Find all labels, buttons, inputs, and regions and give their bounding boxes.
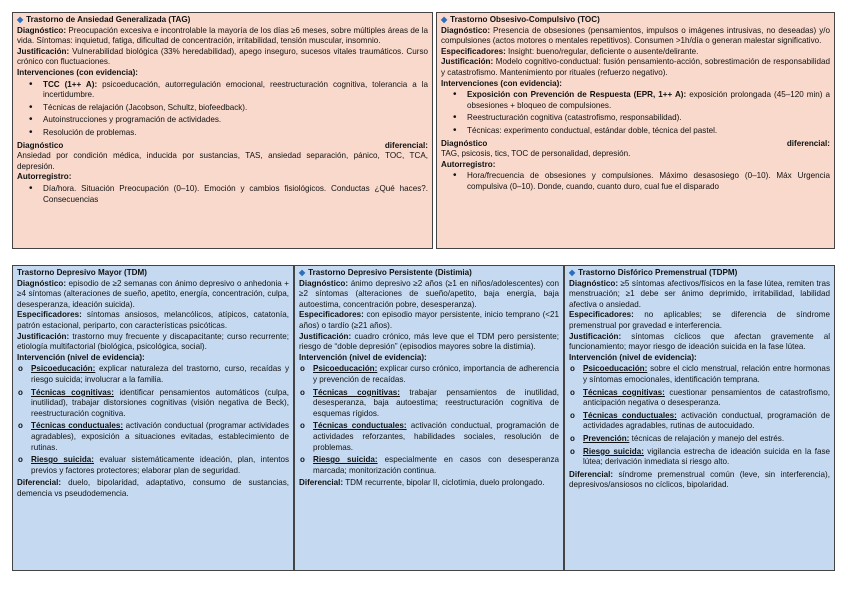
tdp-justification-label: Justificación: [299,331,352,341]
list-item-label: Psicoeducación: [313,364,378,374]
tdm-specifiers [17,310,289,331]
list-item-text: psicoeducación, autorregulación emocional, reestructuración cognitiva, tolerancia a la incertidumbre. [43,79,428,100]
list-item-text: técnicas de relajación y manejo del estrés. [631,433,785,443]
list-item-text: Hora/frecuencia de obsesiones y compulsiones. Máximo desasosiego (0–10). Máx Urgencia compulsiva (0–10). Donde, cuando, cuanto duro, cual fue el disparado [467,171,830,191]
list-item [299,364,559,385]
tdp-title-text: Trastorno Depresivo Persistente (Distimia) [308,268,472,277]
list-item-label: Técnicas conductuales: [313,421,407,431]
list-item [441,113,830,124]
tag-autoregistro-list [17,184,428,205]
list-item-text: identificar pensamientos automáticos (culpa, inutilidad), trabajar distorsiones cognitivas (visión negativa de Beck), reestructuración cognitiva. [31,387,289,418]
tdpm-justification-label: Justificación: [569,331,622,341]
tag-interventions-list [17,80,428,139]
tdm-title: Trastorno Depresivo Mayor (TDM) [17,268,147,277]
tdp-specifiers-text: con episodio mayor persistente, inicio temprano (<21 años) o tardío (≥21 años). [299,310,559,330]
tdp-card [294,265,564,571]
list-item-text: sobre el ciclo menstrual, relación entre hormonas y síntomas emocionales, identificación temprana. [583,364,830,384]
tdpm-diagnosis-text: ≥5 síntomas afectivos/físicos en la fase lútea, remiten tras menstruación; ≥1 debe ser ánimo deprimido, irritabilidad, labilidad afectiva o ansiedad. [569,278,830,309]
tdpm-title [569,268,830,279]
list-item [17,184,428,205]
toc-autoregistro-list [441,171,830,192]
toc-differential-heading [441,139,830,150]
toc-interventions-label: Intervenciones (con evidencia): [441,78,562,88]
list-item-text: Día/hora. Situación Preocupación (0–10). Emoción y cambios fisiológicos. Conductas ¿Qué haces?. Consecuencias [43,183,428,204]
list-item-text: activación conductual, programación de actividades agradables, rutinas de autocuidado. [583,410,831,431]
list-item-label: TCC (1++ A): [43,79,98,89]
list-item-label: Riesgo suicida: [31,455,95,465]
list-item [299,388,559,420]
tdp-differential-text: TDM recurrente, bipolar II, ciclotimia, duelo prolongado. [345,478,545,488]
diamond-bullet-icon: ◆ [17,15,24,24]
toc-dd-left: Diagnóstico [441,138,488,148]
tag-title-text: Trastorno de Ansiedad Generalizada (TAG) [26,15,191,24]
tdm-justification [17,332,289,353]
toc-differential-text: TAG, psicosis, tics, TOC de personalidad, depresión. [441,149,631,159]
tdm-card [12,265,294,571]
toc-specifiers-label: Especificadores: [441,46,506,56]
diamond-bullet-icon: ◆ [441,15,448,24]
tdp-title [299,268,559,279]
list-item [441,90,830,111]
tdp-diagnosis-label: Diagnóstico: [299,278,349,288]
tdp-interventions-list [299,364,559,476]
toc-justification [441,57,830,78]
list-item-text: explicar naturaleza del trastorno, curso, recaídas y riesgo suicida; involucrar a la familia. [31,364,289,384]
toc-justification-text: Modelo cognitivo-conductual: fusión pensamiento-acción, sobrestimación de responsabilidad y catastrofismo. Mantenimiento por rituales (refuerzo negativo). [441,57,830,77]
list-item [441,126,830,137]
list-item-text: explicar curso crónico, importancia de adherencia y prevención de recaídas. [313,364,560,384]
toc-diagnosis-label: Diagnóstico: [441,25,491,35]
toc-diagnosis [441,26,830,47]
list-item [17,80,428,101]
tag-differential-text: Ansiedad por condición médica, inducida por sustancias, TAS, ansiedad separación, pánico, TOC, TCA, depresión. [17,151,428,171]
tdpm-card [564,265,835,571]
tag-autoregistro-label: Autorregistro: [17,172,72,182]
list-item-label: Prevención: [583,433,630,443]
list-item [17,364,289,385]
tdp-differential [299,478,559,489]
tdm-justification-text: trastorno muy frecuente y discapacitante; curso recurrente; etiología multifactorial (biológica, psicológica, social). [17,331,290,352]
list-item-label: Técnicas cognitivas: [313,387,400,397]
toc-specifiers [441,47,830,58]
tdm-specifiers-label: Especificadores: [17,310,82,320]
tdm-differential-label: Diferencial: [17,478,62,488]
tdm-specifiers-text: síntomas ansiosos, melancólicos, atípicos, catatonía, patrón estacional, periparto, con características psicóticas. [17,310,289,330]
list-item-text: Reestructuración cognitiva (catastrofismo, responsabilidad). [467,113,682,123]
tdp-specifiers [299,310,559,331]
tdpm-differential-text: síndrome premenstrual común (leve, sin interferencia), depresivos/ansiosos no cíclicos, bipolaridad. [569,469,830,490]
list-item-text: cuestionar pensamientos de catastrofismo, anticipación negativa o desesperanza. [583,387,830,408]
tag-card [12,12,433,249]
list-item-text: vigilancia estrecha de ideación suicida en la fase lútea; derivación inmediata si riesgo alto. [583,446,830,467]
toc-title [441,15,830,26]
toc-justification-label: Justificación: [441,57,494,67]
tdpm-title-text: Trastorno Disfórico Premenstrual (TDPM) [578,268,738,277]
list-item-label: Técnicas cognitivas: [31,387,114,397]
tdm-interventions-label: Intervención (nivel de evidencia): [17,352,145,362]
diamond-bullet-icon: ◆ [569,268,576,277]
tdpm-interventions-list [569,364,830,467]
list-item-text: Autoinstrucciones y programación de actividades. [43,115,222,125]
tag-title [17,15,428,26]
tag-justification-text: Vulnerabilidad biológica (33% heredabilidad), apego inseguro, sucesos vitales traumáticos. Curso crónico con fluctuaciones. [17,46,428,67]
list-item [17,455,289,476]
tag-differential-heading [17,141,428,152]
list-item-text: Técnicas: experimento conductual, estándar doble, técnica del pastel. [467,125,718,135]
tdpm-diagnosis-label: Diagnóstico: [569,278,619,288]
list-item [569,447,830,468]
list-item [17,115,428,126]
tdpm-differential [569,470,830,491]
list-item [299,421,559,453]
list-item-text: evaluar sistemáticamente ideación, plan, intentos previos y factores protectores; elaborar plan de seguridad. [31,455,289,475]
tag-justification-label: Justificación: [17,46,70,56]
tdm-differential [17,478,289,499]
tdm-diagnosis-label: Diagnóstico: [17,278,67,288]
toc-diagnosis-text: Presencia de obsesiones (pensamientos, impulsos o imágenes intrusivas, no deseadas) y/o compulsiones (actos motores o mentales repetitivos). Consumen >1h/día o generan malestar significativo. [441,25,830,46]
list-item [569,388,830,409]
list-item-text: especialmente en casos con desesperanza marcada; monitorización continua. [313,455,559,475]
list-item-label: Riesgo suicida: [313,455,378,465]
tdpm-justification [569,332,830,353]
tdpm-interventions-label: Intervención (nivel de evidencia): [569,352,697,362]
list-item [17,388,289,420]
tdm-interventions-list [17,364,289,476]
tag-diagnosis-text: Preocupación excesiva e incontrolable la mayoría de los días ≥6 meses, sobre múltiples áreas de la vida. Síntomas: inquietud, fatiga, dificultad de concentración, irritabilidad, tensión muscular, insomnio. [17,25,428,46]
toc-card [436,12,835,249]
tdpm-specifiers [569,310,830,331]
tdp-diagnosis-text: ánimo depresivo ≥2 años (≥1 en niños/adolescentes) con ≥2 síntomas (alteraciones de sueño/apetito, baja energía, baja autoestima, concentración pobre, desesperanza). [299,278,560,309]
tag-diagnosis [17,26,428,47]
tag-diagnosis-label: Diagnóstico: [17,25,67,35]
list-item-text: activación conductual (programar actividades agradables), exposición a situaciones evitadas, establecimiento de rutinas. [31,421,289,452]
toc-interventions-list [441,90,830,136]
tdm-differential-text: duelo, bipolaridad, adaptativo, consumo de sustancias, demencia vs pseudodemencia. [17,478,290,498]
tag-dd-right: diferencial: [384,140,428,150]
tdp-differential-label: Diferencial: [299,478,344,488]
toc-title-text: Trastorno Obsesivo-Compulsivo (TOC) [450,15,600,24]
list-item-label: Técnicas conductuales: [31,421,124,431]
list-item [299,455,559,476]
tag-interventions-label: Intervenciones (con evidencia): [17,67,138,77]
diamond-bullet-icon: ◆ [299,268,306,277]
list-item-text: trabajar pensamientos de inutilidad, desesperanza, baja autoestima; reestructuración cognitiva de esquemas rígidos. [313,387,560,418]
list-item-text: Resolución de problemas. [43,127,137,137]
list-item-label: Técnicas cognitivas: [583,387,665,397]
list-item [569,434,830,445]
tdm-justification-label: Justificación: [17,331,70,341]
tdpm-justification-text: síntomas cíclicos que afectan gravemente al funcionamiento; mayor riesgo de ideación suicida en la fase lútea. [569,331,830,352]
tdp-diagnosis [299,279,559,311]
list-item-label: Psicoeducación: [583,364,648,374]
list-item [17,421,289,453]
tdpm-specifiers-label: Especificadores: [569,310,634,320]
toc-specifiers-text: Insight: bueno/regular, deficiente o ausente/delirante. [508,46,699,56]
list-item-label: Exposición con Prevención de Respuesta (EPR, 1++ A): [467,90,687,100]
tdp-interventions-label: Intervención (nivel de evidencia): [299,352,427,362]
toc-autoregistro-label: Autorregistro: [441,159,496,169]
tdpm-diagnosis [569,279,830,311]
list-item-text: exposición prolongada (45–120 min) a obsesiones + bloqueo de compulsiones. [467,90,831,110]
list-item-text: activación conductual, programación de actividades reforzantes, habilidades sociales, resolución de problemas. [313,421,560,452]
tdp-specifiers-label: Especificadores: [299,310,364,320]
list-item-label: Técnicas conductuales: [583,410,677,420]
list-item [17,128,428,139]
tdpm-differential-label: Diferencial: [569,469,614,479]
toc-dd-right: diferencial: [786,138,830,148]
list-item [569,364,830,385]
list-item [569,411,830,432]
list-item [17,103,428,114]
tag-justification [17,47,428,68]
tdp-justification-text: cuadro crónico, más leve que el TDM pero persistente; riesgo de “doble depresión” (episodios mayores sobre la distimia). [299,331,559,352]
tdp-justification [299,332,559,353]
tdm-diagnosis [17,279,289,311]
tdpm-specifiers-text: no aplicables; se diferencia de síndrome premenstrual por gravedad e interferencia. [569,310,831,330]
list-item-label: Psicoeducación: [31,364,96,374]
tag-dd-left: Diagnóstico [17,140,64,150]
list-item-label: Riesgo suicida: [583,446,644,456]
list-item-text: Técnicas de relajación (Jacobson, Schultz, biofeedback). [43,102,248,112]
tdm-diagnosis-text: episodio de ≥2 semanas con ánimo depresivo o anhedonia + ≥4 síntomas (alteraciones de sueño, apetito, energía, concentración, culpa, desesperanza, ideación suicida). [17,278,289,309]
list-item [441,171,830,192]
